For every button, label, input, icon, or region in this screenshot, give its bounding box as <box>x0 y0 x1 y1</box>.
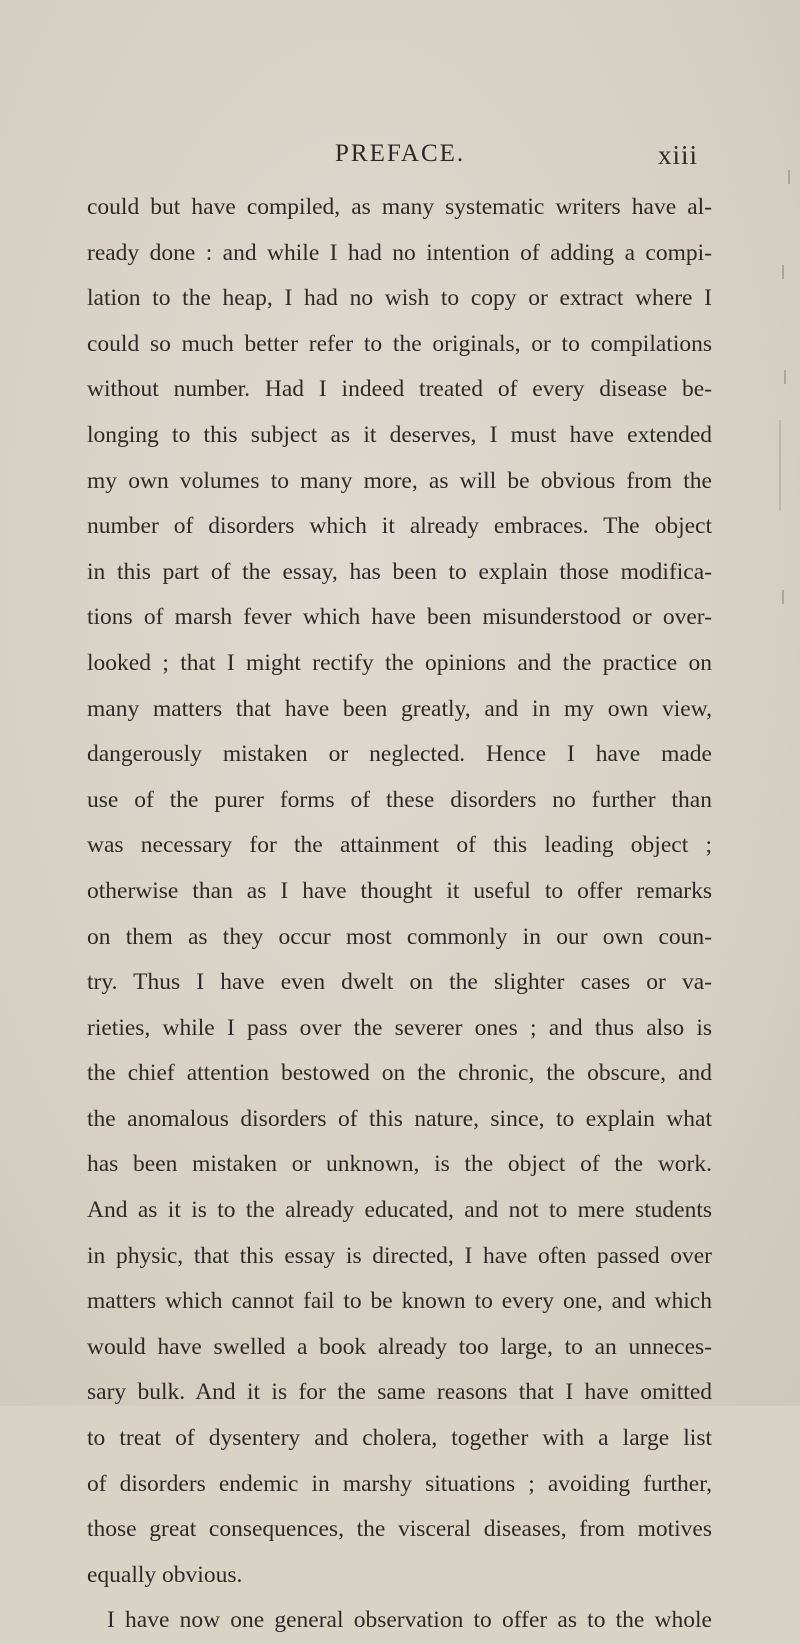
running-head <box>0 140 800 180</box>
edge-mark <box>788 170 790 184</box>
edge-mark <box>782 590 784 604</box>
edge-mark <box>784 370 786 384</box>
text-line: equally obvious. <box>87 1561 243 1588</box>
text-line: has been mistaken or unknown, is the object of the work. <box>87 1151 712 1178</box>
text-line: of disorders endemic in marshy situations ; avoiding further, <box>87 1470 712 1497</box>
text-line: without number. Had I indeed treated of every disease be- <box>87 376 712 403</box>
text-line: my own volumes to many more, as will be obvious from the <box>87 467 712 494</box>
text-line: dangerously mistaken or neglected. Hence I have made <box>87 741 712 768</box>
text-line: could so much better refer to the originals, or to compilations <box>87 330 712 357</box>
text-line: those great consequences, the visceral diseases, from motives <box>87 1516 712 1543</box>
text-line: matters which cannot fail to be known to every one, and which <box>87 1288 712 1315</box>
page-number: xiii <box>658 140 699 170</box>
text-line: was necessary for the attainment of this leading object ; <box>87 832 712 859</box>
page-edge-marks <box>770 170 800 640</box>
text-line: lation to the heap, I had no wish to copy or extract where I <box>87 285 712 312</box>
text-line: number of disorders which it already embraces. The object <box>87 513 712 540</box>
text-line: would have swelled a book already too large, to an unneces- <box>87 1333 712 1360</box>
text-line: in this part of the essay, has been to explain those modifica- <box>87 558 712 585</box>
text-line: sary bulk. And it is for the same reasons that I have omitted <box>87 1379 712 1406</box>
body-text <box>87 185 712 1644</box>
text-line: many matters that have been greatly, and in my own view, <box>87 695 712 722</box>
edge-mark <box>779 420 781 510</box>
text-line: And as it is to the already educated, and not to mere students <box>87 1197 712 1224</box>
text-line: tions of marsh fever which have been misunderstood or over- <box>87 604 712 631</box>
text-line: longing to this subject as it deserves, I must have extended <box>87 421 712 448</box>
text-line: the chief attention bestowed on the chronic, the obscure, and <box>87 1060 712 1087</box>
edge-mark <box>782 265 784 279</box>
text-line: in physic, that this essay is directed, I have often passed over <box>87 1242 712 1269</box>
running-head-title: PREFACE. <box>335 140 466 167</box>
text-line: looked ; that I might rectify the opinions and the practice on <box>87 649 712 676</box>
text-line: the anomalous disorders of this nature, since, to explain what <box>87 1105 712 1132</box>
text-line: I have now one general observation to offer as to the whole <box>107 1607 712 1634</box>
text-line: use of the purer forms of these disorders no further than <box>87 786 712 813</box>
text-line: could but have compiled, as many systematic writers have al- <box>87 194 712 220</box>
text-line: try. Thus I have even dwelt on the slighter cases or va- <box>87 969 712 996</box>
text-line: rieties, while I pass over the severer ones ; and thus also is <box>87 1014 712 1041</box>
text-line: on them as they occur most commonly in our own coun- <box>87 923 712 950</box>
text-line: ready done : and while I had no intention of adding a compi- <box>87 239 712 266</box>
text-line: otherwise than as I have thought it useful to offer remarks <box>87 877 712 904</box>
text-line: to treat of dysentery and cholera, together with a large list <box>87 1425 712 1452</box>
